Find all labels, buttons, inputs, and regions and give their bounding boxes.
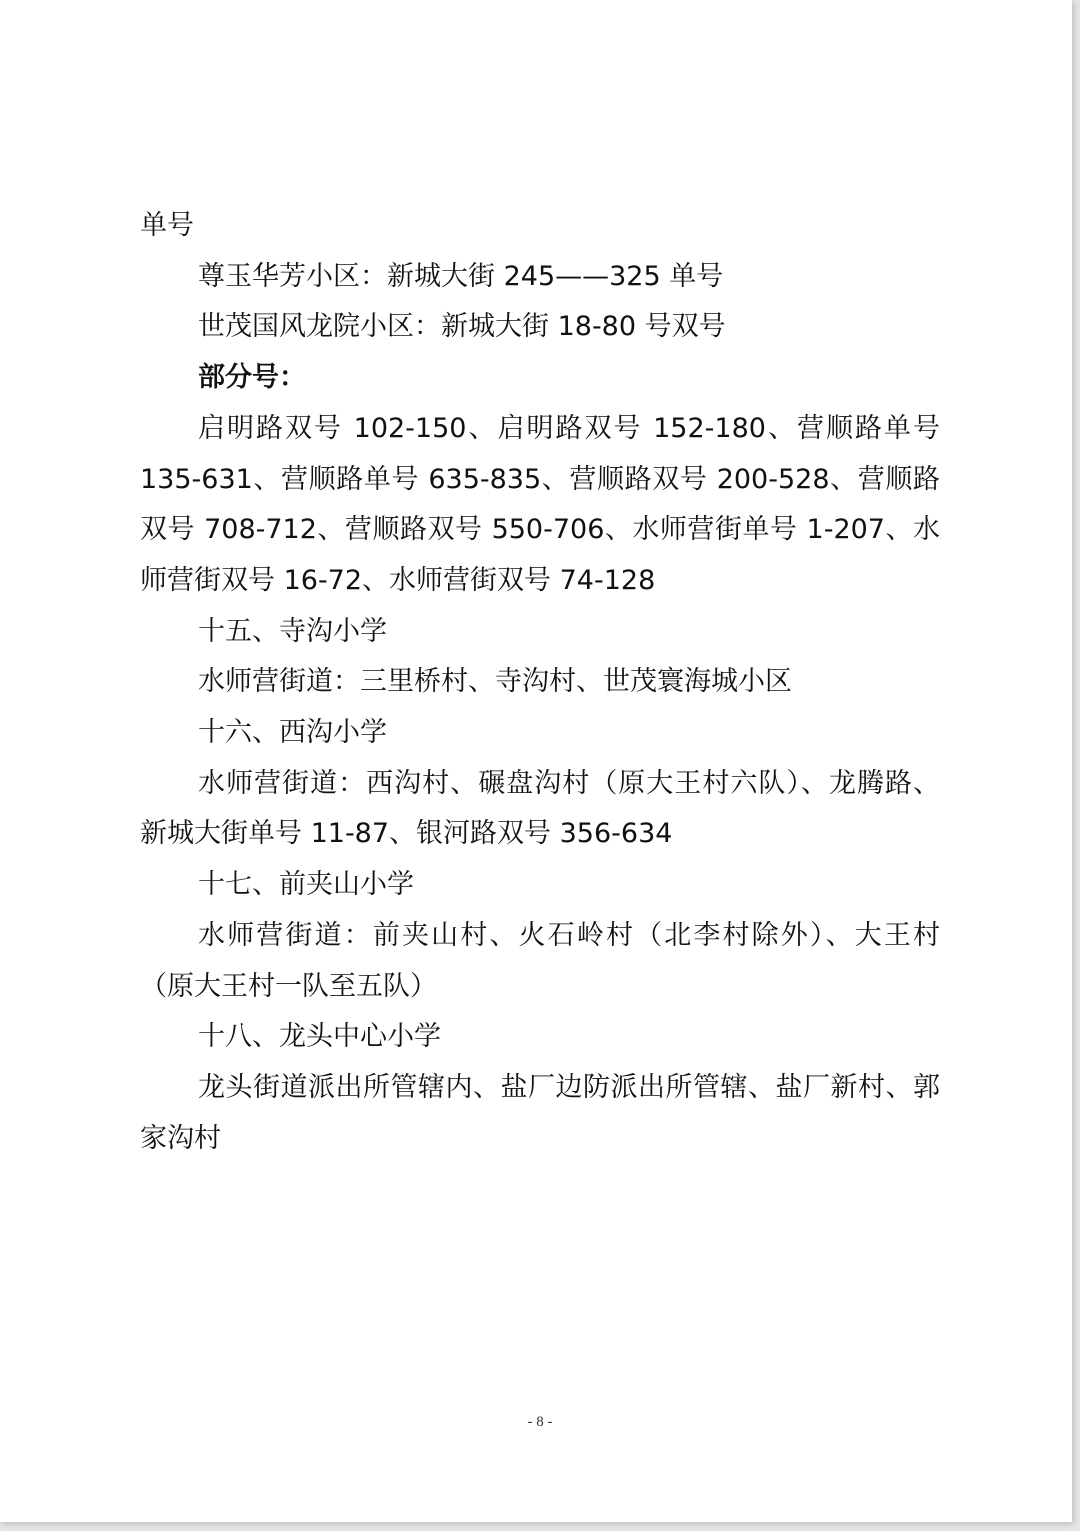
paragraph: 龙头街道派出所管辖内、盐厂边防派出所管辖、盐厂新村、郭家沟村 (140, 1071, 940, 1154)
paragraph: 水师营街道：前夹山村、火石岭村（北李村除外）、大王村（原大王村一队至五队） (140, 919, 940, 1002)
paragraph: 水师营街道：三里桥村、寺沟村、世茂寰海城小区 (198, 666, 792, 698)
section-heading: 十八、龙头中心小学 (198, 1021, 441, 1053)
document-body (140, 201, 940, 1164)
section-heading: 十七、前夹山小学 (198, 869, 414, 901)
paragraph: 启明路双号 102-150、启明路双号 152-180、营顺路单号 135-631、营顺路单号 635-835、营顺路双号 200-528、营顺路双号 708-712、营顺路双号 550-706、水师营街单号 1-207、水师营街双号 16-72、水师营街双号 74-128 (140, 412, 940, 596)
paragraph: 世茂国风龙院小区：新城大街 18-80 号双号 (198, 311, 726, 343)
page-number: - 8 - (527, 1414, 553, 1430)
paragraph: 尊玉华芳小区：新城大街 245——325 单号 (198, 260, 724, 292)
section-heading: 十六、西沟小学 (198, 717, 387, 749)
section-heading: 十五、寺沟小学 (198, 615, 387, 647)
paragraph: 水师营街道：西沟村、碾盘沟村（原大王村六队）、龙腾路、新城大街单号 11-87、银河路双号 356-634 (140, 767, 940, 850)
paragraph: 单号 (140, 210, 194, 241)
section-heading: 部分号： (198, 362, 306, 394)
